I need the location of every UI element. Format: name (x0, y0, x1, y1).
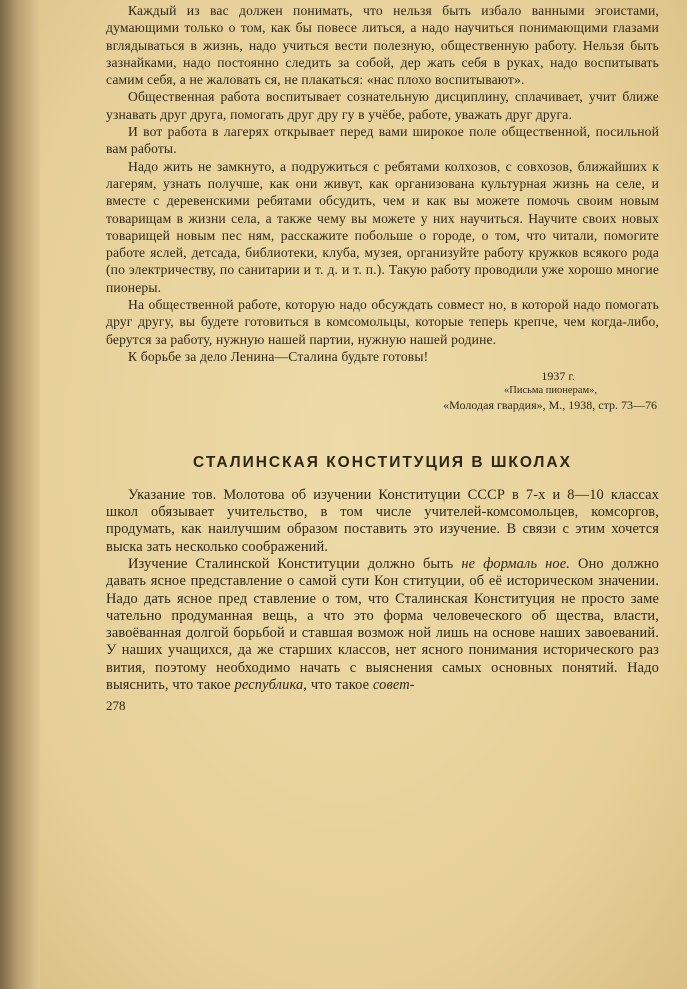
page-number: 278 (106, 698, 126, 714)
closing-slogan: К борьбе за дело Ленина—Сталина будьте готовы! (128, 348, 429, 364)
paragraph: Указание тов. Молотова об изучении Конституции СССР в 7-х и 8—10 классах школ обязывает учительство, в том числе учителей-комсомольцев, комсоргов, продумать, как наилучшим образом поставить это изучение. В связи с этим хочется выска зать несколько соображений. (106, 486, 659, 555)
section-heading: СТАЛИНСКАЯ КОНСТИТУЦИЯ В ШКОЛАХ (193, 453, 572, 471)
citation-source-title: «Письма пионерам», (504, 384, 597, 396)
paragraph (106, 556, 659, 694)
page-gutter-shadow (0, 0, 40, 989)
paragraph: Каждый из вас должен понимать, что нельзя быть избало ванными эгоистами, думающими только о том, как бы повесе литься, а надо научиться понимающими глазами вглядываться в жизнь, надо учиться вести полезную, общественную работу. Нельзя быть зазнайками, надо постоянно следить за собой, дер жать себя в руках, надо воспитывать самим себя, а не жаловать ся, не плакаться: «нас плохо воспитывают». (106, 3, 659, 88)
paragraph-text: Изучение Сталинской Конституции должно быть (128, 555, 454, 572)
paragraph: Общественная работа воспитывает сознательную дисциплину, сплачивает, учит ближе узнавать друг друга, помогать друг дру гу в учёбе, работе, уважать друг друга. (106, 89, 659, 122)
emphasis: республика, (234, 677, 308, 693)
emphasis: совет- (372, 677, 415, 693)
citation-publisher: «Молодая гвардия», М., 1938, стр. 73—76 (443, 398, 657, 413)
source-citation (106, 369, 659, 413)
constitution-section (106, 487, 659, 715)
citation-year: 1937 г. (541, 369, 575, 384)
emphasis: не формаль ное. (461, 555, 571, 572)
paragraph-text: Оно должно давать ясное представление о самой сути Кон ституции, об её историческом значении. Надо дать ясное пред ставление о том, что Сталинская Конституция не просто заме чательно продуманная вещь, а что это форма человеческого об щества, власти, завоёванная долгой борьбой и ставшая возмож ной лишь на основе наших завоеваний. У наших учащихся, да же старших классов, нет ясного понимания исторического раз вития, поэтому необходимо начать с выяснения самых основных понятий. Надо выяснить, что такое (106, 555, 659, 693)
paragraph: Надо жить не замкнуто, а подружиться с ребятами колхозов, с совхозов, ближайших к лагерям, узнать получше, как они живут, как организована культурная жизнь на селе, и вместе с деревенскими ребятами обсудить, чем и как вы можете помочь своим новым товарищам в жизни села, а также чему вы можете у них научиться. Научите своих новых товарищей новым пес ням, расскажите побольше о городе, о том, что читали, помогите работе яслей, детсада, библиотеки, клуба, музея, организуйте работу кружков всякого рода (по электричеству, по санитарии и т. д. и т. п.). Такую работу проводили уже хорошо многие пионеры. (106, 158, 659, 295)
paragraph-text: что такое (310, 677, 370, 693)
letter-section (106, 2, 659, 413)
paragraph: И вот работа в лагерях открывает перед вами широкое поле общественной, посильной вам работы. (106, 124, 659, 157)
paragraph: На общественной работе, которую надо обсуждать совмест но, в которой надо помогать друг другу, вы будете готовиться в комсомольцы, которые теперь крепче, чем когда-либо, берутся за работу, нужную нашей партии, нужную нашей родине. (106, 297, 659, 347)
